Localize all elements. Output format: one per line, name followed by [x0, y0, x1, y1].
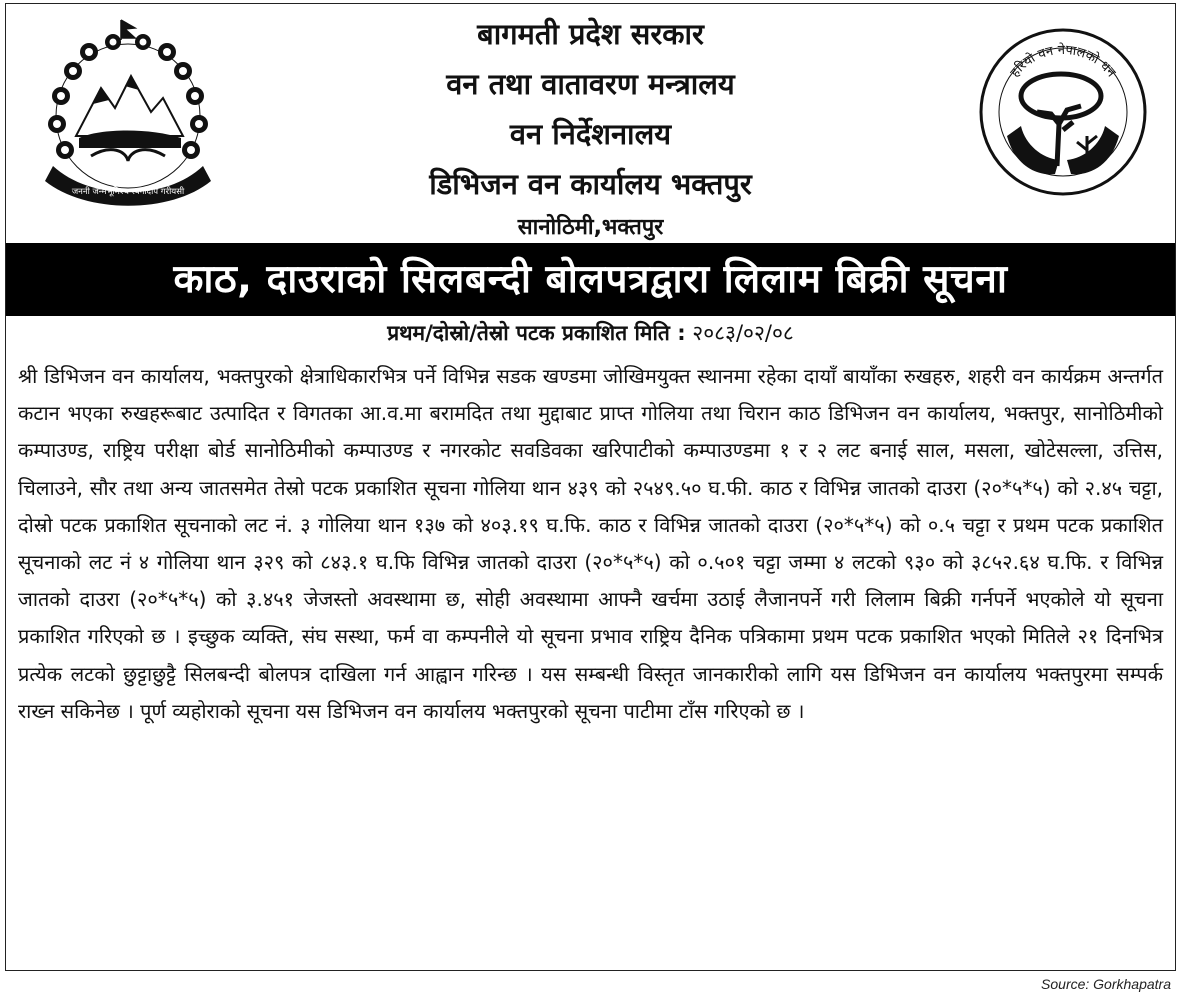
header-line-ministry: वन तथा वातावरण मन्त्रालय — [446, 67, 735, 101]
header-line-directorate: वन निर्देशनालय — [509, 117, 672, 151]
notice-body: श्री डिभिजन वन कार्यालय, भक्तपुरको क्षेत्राधिकारभित्र पर्ने विभिन्न सडक खण्डमा जोखिमयुक्त स्थानमा रहेका दायाँ बायाँका रुखहरु, शहरी वन कार्यक्रम अन्तर्गत कटान भएका रुखहरूबाट उत्पादित र विगतका आ.व.मा बरामदित तथा मुद्दाबाट प्राप्त गोलिया तथा चिरान काठ डिभिजन वन कार्यालय, भक्तपुर, सानोठिमीको कम्पाउण्ड, राष्ट्रिय परीक्षा बोर्ड सानोठिमीको कम्पाउण्ड र नगरकोट सवडिवका खरिपाटीको कम्पाउण्डमा १ र २ लट बनाई साल, मसला, खोटेसल्ला, उत्तिस, चिलाउने, सौर तथा अन्य जातसमेत तेस्रो पटक प्रकाशित सूचना गोलिया थान ४३९ को २५४९.५० घ.फी. काठ र विभिन्न जातको दाउरा (२०*५*५) को २.४५ चट्टा, दोस्रो पटक प्रकाशित सूचनाको लट नं. ३ गोलिया थान १३७ को ४०३.१९ घ.फि. काठ र विभिन्न जातको दाउरा (२०*५*५) को ०.५ चट्टा र प्रथम पटक प्रकाशित सूचनाको लट नं ४ गोलिया थान ३२९ को ८४३.१ घ.फि विभिन्न जातको दाउरा (२०*५*५) को ०.५०१ चट्टा जम्मा ४ लटको ९३० को ३८५२.६४ घ.फि. र विभिन्न जातको दाउरा (२०*५*५) को ३.४५१ जेजस्तो अवस्थामा छ, सोही अवस्थामा आफ्नै खर्चमा उठाई लैजानपर्ने गरी लिलाम बिक्री गर्नपर्ने भएकोले यो सूचना प्रकाशित गरिएको छ । इच्छुक व्यक्ति, संघ सस्था, फर्म वा कम्पनीले यो सूचना प्रभाव राष्ट्रिय दैनिक पत्रिकामा प्रथम पटक प्रकाशित भएको मितिले २१ दिनभित्र प्रत्येक लटको छुट्टाछुट्टै सिलबन्दी बोलपत्र दाखिला गर्न आह्वान गरिन्छ । यस सम्बन्धी विस्तृत जानकारीको लागि यस डिभिजन वन कार्यालय भक्तपुरमा सम्पर्क राख्न सकिनेछ । पूर्ण व्यहोराको सूचना यस डिभिजन वन कार्यालय भक्तपुरको सूचना पाटीमा टाँस गरिएको छ । — [18, 364, 1163, 723]
header-line-province: बागमती प्रदेश सरकार — [477, 17, 704, 51]
publication-date-value: २०८३/०२/०८ — [692, 321, 794, 345]
title-bar — [6, 243, 1175, 316]
notice-panel — [5, 3, 1176, 971]
publication-date-label: प्रथम/दोस्रो/तेस्रो पटक प्रकाशित मिति : — [387, 321, 686, 345]
notice-header — [6, 4, 1175, 240]
header-line-office: डिभिजन वन कार्यालय भक्तपुर — [429, 167, 752, 201]
notice-title: काठ, दाउराको सिलबन्दी बोलपत्रद्वारा लिलाम बिक्री सूचना — [173, 257, 1008, 302]
publication-date-line — [6, 319, 1175, 347]
header-line-address: सानोठिमी,भक्तपुर — [517, 215, 664, 240]
forest-logo-motto: हरियो वन नेपालको धन — [1007, 42, 1119, 81]
source-credit: Source: Gorkhapatra — [1041, 976, 1171, 992]
forest-logo-icon — [977, 26, 1149, 198]
national-emblem-motto: जननी जन्मभूमिश्च स्वर्गादपि गरीयसी — [71, 187, 185, 197]
